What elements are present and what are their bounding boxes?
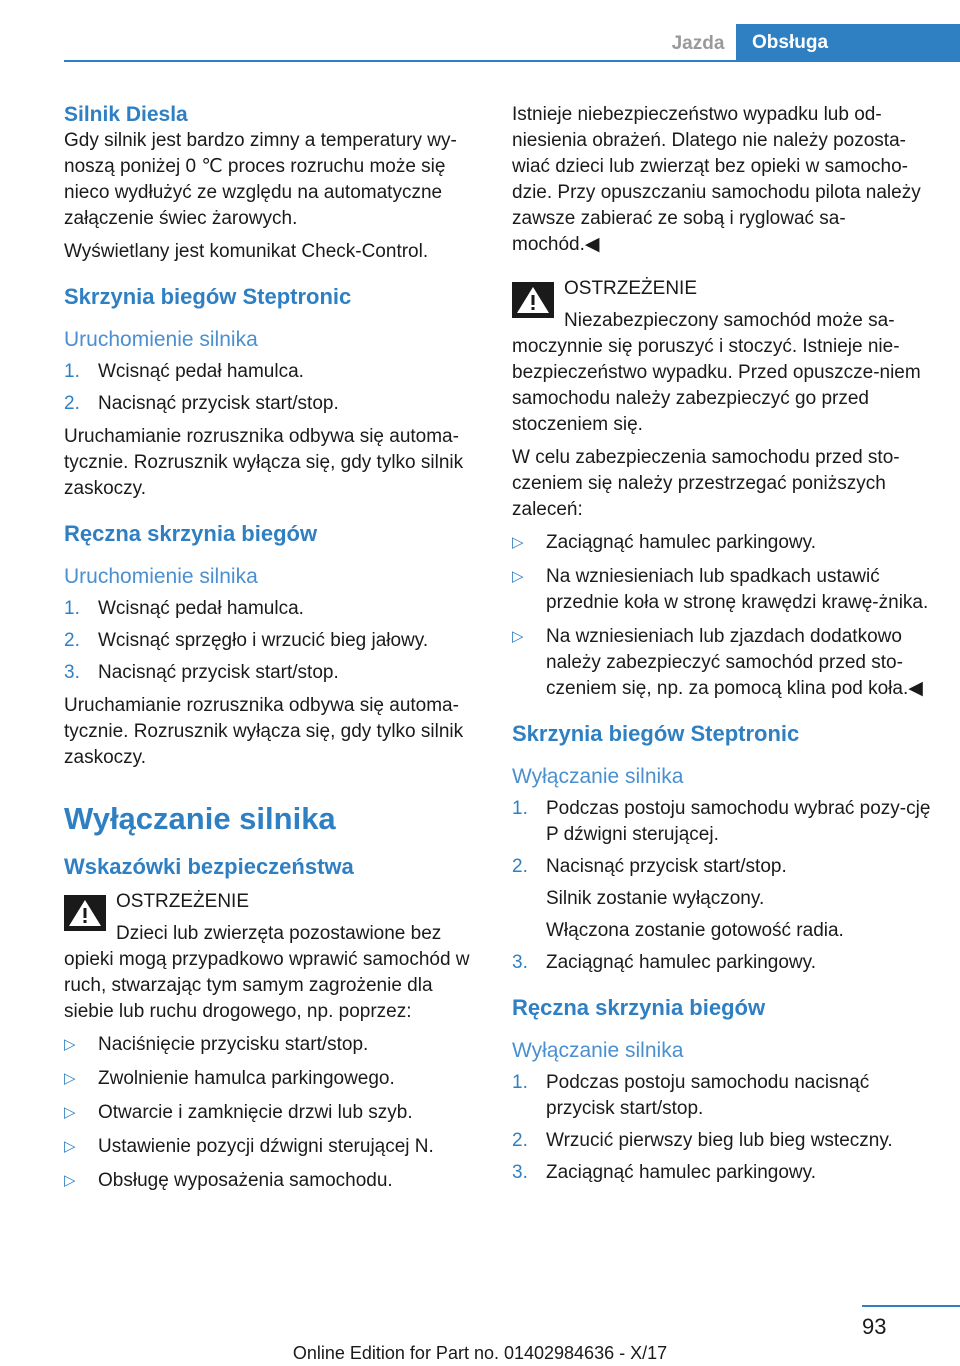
list-item xyxy=(64,1134,484,1160)
hazard-list xyxy=(64,1032,484,1194)
triangle-bullet-icon: ▷ xyxy=(512,628,524,645)
step-number: 3. xyxy=(512,952,528,973)
bullet-text: Na wzniesieniach lub spadkach ustawić przednie koła w stronę krawędzi krawę-żnika. xyxy=(546,566,929,613)
triangle-bullet-icon: ▷ xyxy=(64,1138,76,1155)
bullet-text: Otwarcie i zamknięcie drzwi lub szyb. xyxy=(98,1102,413,1123)
step-number: 2. xyxy=(512,856,528,877)
list-item xyxy=(512,796,932,848)
list-item xyxy=(512,1160,932,1186)
section-title-steptronic: Skrzynia biegów Steptronic xyxy=(64,284,352,309)
warning-first-line: Dzieci lub zwierzęta pozostawione bez xyxy=(116,923,442,944)
steptronic-start-steps xyxy=(64,359,484,417)
warning-label: OSTRZEŻENIE xyxy=(564,278,698,299)
warning-triangle-icon xyxy=(64,895,106,931)
step-number: 3. xyxy=(64,662,80,683)
check-control-paragraph: Wyświetlany jest komunikat Check-Control. xyxy=(64,241,429,262)
list-item xyxy=(64,1100,484,1126)
list-item xyxy=(64,1032,484,1058)
manual-shutdown-steps xyxy=(512,1070,932,1186)
footer-rule xyxy=(862,1305,960,1307)
bullet-text: Naciśnięcie przycisku start/stop. xyxy=(98,1034,369,1055)
left-column xyxy=(64,102,484,1202)
step-text: Nacisnąć przycisk start/stop. xyxy=(98,393,339,414)
step-text: Wcisnąć pedał hamulca. xyxy=(98,361,304,382)
step-text: Wcisnąć pedał hamulca. xyxy=(98,598,304,619)
step-number: 3. xyxy=(512,1162,528,1183)
danger-paragraph: Istnieje niebezpieczeństwo wypadku lub od-niesienia obrażeń. Dlatego nie należy pozosta-wiać dzieci lub zwierząt bez opieki w samocho-dzie. Przy opuszczaniu samochodu pilota należy zawsze zabierać ze sobą i ryglować sa-mochód.◀ xyxy=(512,104,921,255)
step-text: Nacisnąć przycisk start/stop. xyxy=(98,662,339,683)
section-title-safety: Wskazówki bezpieczeństwa xyxy=(64,854,354,879)
section-title-manual: Ręczna skrzynia biegów xyxy=(64,521,318,546)
list-item xyxy=(64,628,484,654)
list-item xyxy=(512,624,932,702)
triangle-bullet-icon: ▷ xyxy=(64,1104,76,1121)
bullet-text: Na wzniesieniach lub zjazdach dodatkowo należy zabezpieczyć samochód przed sto-czeniem się, np. za pomocą klina pod koła.◀ xyxy=(546,626,923,699)
list-item xyxy=(64,359,484,385)
bullet-text: Zwolnienie hamulca parkingowego. xyxy=(98,1068,395,1089)
section-title-steptronic: Skrzynia biegów Steptronic xyxy=(512,721,800,746)
list-item xyxy=(64,1168,484,1194)
triangle-bullet-icon: ▷ xyxy=(512,534,524,551)
list-item xyxy=(64,596,484,622)
subsection-title-shutdown: Wyłączanie silnika xyxy=(512,1039,684,1062)
warning-text: moczynnie się poruszyć i stoczyć. Istnieje nie-bezpieczeństwo wypadku. Przed opuszcze-niem samochodu należy zabezpieczyć go przed stoczeniem się. xyxy=(512,336,921,435)
steptronic-start-paragraph: Uruchamianie rozrusznika odbywa się automa-tycznie. Rozrusznik wyłącza się, gdy tylko silnik zaskoczy. xyxy=(64,426,464,499)
diesel-paragraph: Gdy silnik jest bardzo zimny a temperatury wy-nоszą poniżej 0 ℃ proces rozruchu może się nieco wydłużyć ze względu na automatyczne załączenie świec żarowych. xyxy=(64,130,457,229)
list-item xyxy=(64,660,484,686)
tab-jazda[interactable]: Jazda xyxy=(671,33,725,54)
list-item xyxy=(512,1070,932,1122)
triangle-bullet-icon: ▷ xyxy=(64,1172,76,1189)
list-item xyxy=(512,564,932,616)
step-note: Silnik zostanie wyłączony. xyxy=(546,888,765,909)
warning-triangle-icon xyxy=(512,282,554,318)
step-text: Podczas postoju samochodu nacisnąć przycisk start/stop. xyxy=(546,1072,870,1119)
subsection-title-start: Uruchomienie silnika xyxy=(64,328,258,351)
section-title-manual: Ręczna skrzynia biegów xyxy=(512,995,766,1020)
right-column xyxy=(512,102,932,1193)
rollaway-paragraph: W celu zabezpieczenia samochodu przed sto-czeniem się należy przestrzegać poniższych zaleceń: xyxy=(512,447,900,520)
edition-note: Online Edition for Part no. 01402984636 - X/17 xyxy=(292,1343,668,1363)
page-number: 93 xyxy=(862,1314,887,1339)
step-text: Wrzucić pierwszy bieg lub bieg wsteczny. xyxy=(546,1130,893,1151)
triangle-bullet-icon: ▷ xyxy=(64,1070,76,1087)
step-text: Zaciągnąć hamulec parkingowy. xyxy=(546,952,817,973)
steptronic-shutdown-steps xyxy=(512,796,932,976)
warning-block xyxy=(64,889,484,1025)
rollaway-list xyxy=(512,530,932,702)
step-number: 1. xyxy=(64,598,80,619)
step-number: 2. xyxy=(512,1130,528,1151)
list-item xyxy=(64,1066,484,1092)
warning-block xyxy=(512,276,932,438)
triangle-bullet-icon: ▷ xyxy=(64,1036,76,1053)
step-text: Zaciągnąć hamulec parkingowy. xyxy=(546,1162,817,1183)
chapter-title-shutdown: Wyłączanie silnika xyxy=(64,801,336,836)
subsection-title-start: Uruchomienie silnika xyxy=(64,565,258,588)
step-number: 1. xyxy=(512,1072,528,1093)
manual-start-paragraph: Uruchamianie rozrusznika odbywa się automa-tycznie. Rozrusznik wyłącza się, gdy tylko silnik zaskoczy. xyxy=(64,695,464,768)
manual-start-steps xyxy=(64,596,484,686)
step-text: Wcisnąć sprzęgło i wrzucić bieg jałowy. xyxy=(98,630,429,651)
subsection-title-shutdown: Wyłączanie silnika xyxy=(512,765,684,788)
step-text: Nacisnąć przycisk start/stop. xyxy=(546,856,787,877)
tab-obsluga[interactable]: Obsługa xyxy=(736,24,960,62)
section-title-diesel: Silnik Diesla xyxy=(64,103,188,126)
triangle-bullet-icon: ▷ xyxy=(512,568,524,585)
list-item xyxy=(512,950,932,976)
list-item xyxy=(512,854,932,944)
bullet-text: Obsługę wyposażenia samochodu. xyxy=(98,1170,393,1191)
bullet-text: Ustawienie pozycji dźwigni sterującej N. xyxy=(98,1136,434,1157)
step-number: 2. xyxy=(64,630,80,651)
step-number: 1. xyxy=(512,798,528,819)
warning-first-line: Niezabezpieczony samochód może sa- xyxy=(564,310,895,331)
bullet-text: Zaciągnąć hamulec parkingowy. xyxy=(546,532,817,553)
step-text: Podczas postoju samochodu wybrać pozy-cję P dźwigni sterującej. xyxy=(546,798,931,845)
list-item xyxy=(64,391,484,417)
header-rule xyxy=(64,60,960,62)
step-number: 2. xyxy=(64,393,80,414)
warning-label: OSTRZEŻENIE xyxy=(116,891,250,912)
list-item xyxy=(512,1128,932,1154)
step-note: Włączona zostanie gotowość radia. xyxy=(546,920,844,941)
warning-text: opieki mogą przypadkowo wprawić samochód w ruch, stwarzając tym samym zagrożenie dla siebie lub ruchu drogowego, np. poprzez: xyxy=(64,949,470,1022)
step-number: 1. xyxy=(64,361,80,382)
list-item xyxy=(512,530,932,556)
